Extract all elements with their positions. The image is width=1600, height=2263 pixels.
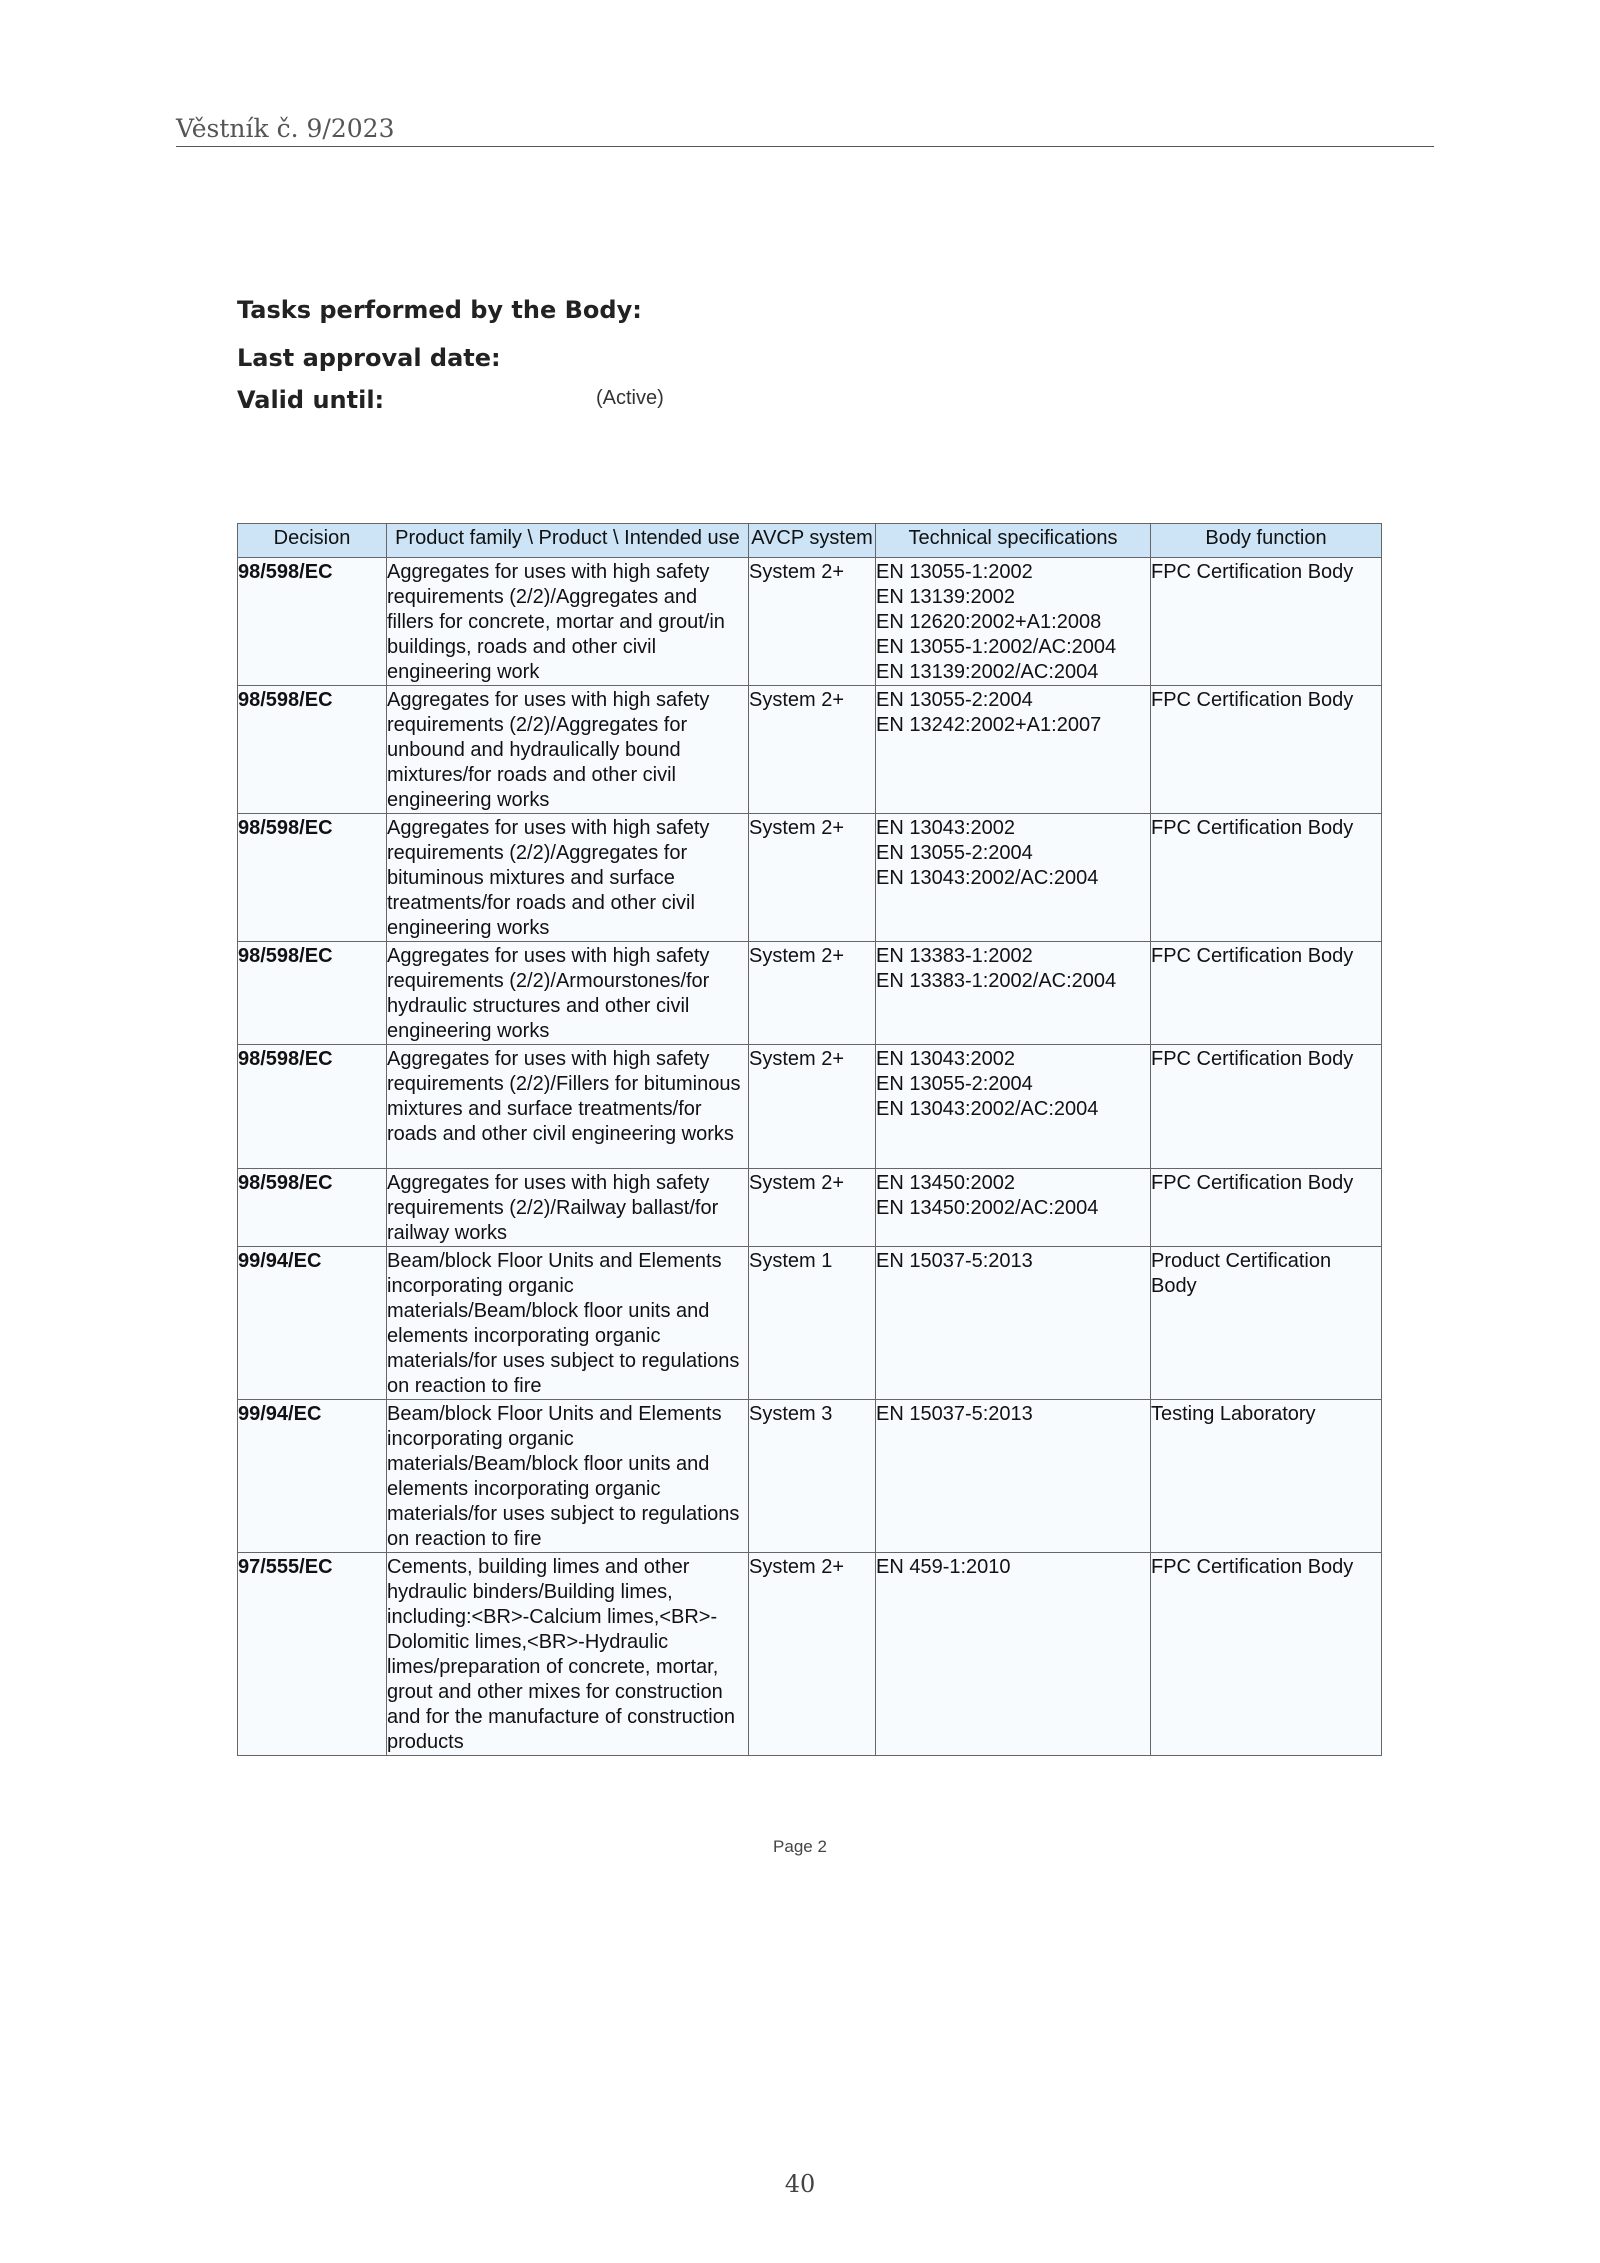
spec-item: EN 15037-5:2013 [876,1403,1033,1425]
avcp-cell: System 2+ [749,686,876,814]
header-specs: Technical specifications [876,524,1151,558]
spec-item: EN 13043:2002 [876,817,1016,839]
decision-cell: 98/598/EC [238,1169,387,1247]
table-row [238,1247,1382,1400]
tasks-label: Tasks performed by the Body: [237,296,642,324]
decision-cell: 98/598/EC [238,1045,387,1169]
spec-item: EN 13055-1:2002 [876,561,1033,583]
spec-item: EN 13139:2002 [876,586,1016,608]
spec-item: EN 459-1:2010 [876,1556,1011,1578]
decision-cell: 98/598/EC [238,686,387,814]
spec-item: EN 13450:2002/AC:2004 [876,1197,1099,1219]
journal-title: Věstník č. 9/2023 [176,114,395,143]
header-function: Body function [1151,524,1382,558]
table-row [238,1045,1382,1169]
avcp-cell: System 2+ [749,814,876,942]
spec-item: EN 13450:2002 [876,1172,1016,1194]
spec-item: EN 13055-2:2004 [876,842,1033,864]
table-row [238,1169,1382,1247]
specs-cell [876,558,1151,686]
avcp-cell: System 3 [749,1400,876,1553]
spec-item: EN 13043:2002/AC:2004 [876,1098,1099,1120]
decision-cell: 98/598/EC [238,814,387,942]
product-cell: Beam/block Floor Units and Elements incorporating organic materials/Beam/block floor units and elements incorporating organic materials/for uses subject to regulations on reaction to fire [387,1400,749,1553]
decision-cell: 98/598/EC [238,942,387,1045]
function-cell: Product Certification Body [1151,1247,1382,1400]
spec-item: EN 15037-5:2013 [876,1250,1033,1272]
table-row [238,942,1382,1045]
specs-cell [876,1045,1151,1169]
avcp-cell: System 2+ [749,1169,876,1247]
table-header-row [238,524,1382,558]
spec-item: EN 13055-1:2002/AC:2004 [876,636,1117,658]
specs-cell [876,1400,1151,1553]
product-cell: Beam/block Floor Units and Elements incorporating organic materials/Beam/block floor units and elements incorporating organic materials/for uses subject to regulations on reaction to fire [387,1247,749,1400]
specs-cell [876,1553,1151,1756]
function-cell: FPC Certification Body [1151,1169,1382,1247]
page-number: 40 [784,2170,816,2198]
page-label: Page 2 [773,1837,827,1856]
specs-cell [876,1169,1151,1247]
product-cell: Aggregates for uses with high safety requirements (2/2)/Railway ballast/for railway works [387,1169,749,1247]
header-avcp: AVCP system [749,524,876,558]
spec-item: EN 13043:2002/AC:2004 [876,867,1099,889]
table-row [238,686,1382,814]
spec-item: EN 13139:2002/AC:2004 [876,661,1099,683]
spec-item: EN 12620:2002+A1:2008 [876,611,1102,633]
valid-until-label: Valid until: [237,386,385,414]
product-cell: Aggregates for uses with high safety requirements (2/2)/Aggregates for unbound and hydraulically bound mixtures/for roads and other civil engineering works [387,686,749,814]
decision-cell: 99/94/EC [238,1400,387,1553]
spec-item: EN 13242:2002+A1:2007 [876,714,1102,736]
approval-date-label: Last approval date: [237,344,501,372]
spec-item: EN 13383-1:2002/AC:2004 [876,970,1117,992]
header-decision: Decision [238,524,387,558]
product-cell: Aggregates for uses with high safety requirements (2/2)/Aggregates for bituminous mixtures and surface treatments/for roads and other civil engineering works [387,814,749,942]
product-cell: Aggregates for uses with high safety requirements (2/2)/Aggregates and fillers for concrete, mortar and grout/in buildings, roads and other civil engineering work [387,558,749,686]
function-cell: FPC Certification Body [1151,814,1382,942]
table-body [238,558,1382,1756]
avcp-cell: System 2+ [749,942,876,1045]
header-product: Product family \ Product \ Intended use [387,524,749,558]
avcp-cell: System 1 [749,1247,876,1400]
specs-cell [876,1247,1151,1400]
decision-cell: 99/94/EC [238,1247,387,1400]
valid-until-value: (Active) [596,387,664,409]
function-cell: FPC Certification Body [1151,942,1382,1045]
avcp-cell: System 2+ [749,558,876,686]
function-cell: FPC Certification Body [1151,1553,1382,1756]
decision-cell: 98/598/EC [238,558,387,686]
specs-cell [876,814,1151,942]
product-cell: Aggregates for uses with high safety requirements (2/2)/Armourstones/for hydraulic structures and other civil engineering works [387,942,749,1045]
spec-item: EN 13055-2:2004 [876,689,1033,711]
table-row [238,814,1382,942]
specs-cell [876,942,1151,1045]
avcp-cell: System 2+ [749,1553,876,1756]
spec-item: EN 13055-2:2004 [876,1073,1033,1095]
avcp-cell: System 2+ [749,1045,876,1169]
specs-cell [876,686,1151,814]
specifications-table [237,523,1382,1756]
table-row [238,558,1382,686]
function-cell: FPC Certification Body [1151,1045,1382,1169]
function-cell: Testing Laboratory [1151,1400,1382,1553]
function-cell: FPC Certification Body [1151,558,1382,686]
spec-item: EN 13383-1:2002 [876,945,1033,967]
product-cell: Cements, building limes and other hydraulic binders/Building limes, including:<BR>-Calcium limes,<BR>-Dolomitic limes,<BR>-Hydraulic limes/preparation of concrete, mortar, grout and other mixes for construction and for the manufacture of construction products [387,1553,749,1756]
function-cell: FPC Certification Body [1151,686,1382,814]
table-row [238,1400,1382,1553]
spec-item: EN 13043:2002 [876,1048,1016,1070]
decision-cell: 97/555/EC [238,1553,387,1756]
page-header [176,112,1434,147]
product-cell: Aggregates for uses with high safety requirements (2/2)/Fillers for bituminous mixtures and surface treatments/for roads and other civil engineering works [387,1045,749,1169]
table-row [238,1553,1382,1756]
